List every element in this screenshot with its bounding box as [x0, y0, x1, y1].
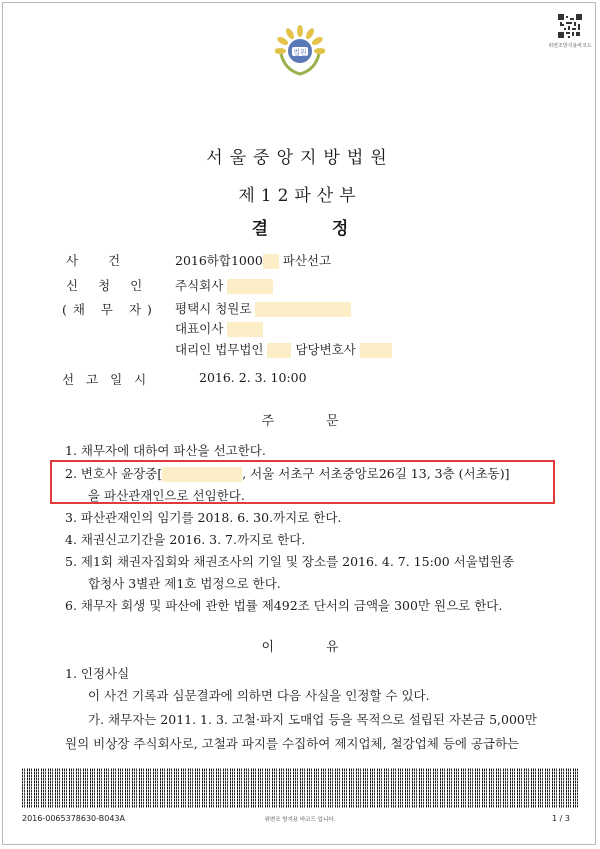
order-item-1: 1. 채무자에 대하여 파산을 선고한다. — [65, 443, 266, 458]
order-item-2-continued: 을 파산관재인으로 선임한다. — [88, 488, 245, 503]
emblem-text: 법원 — [293, 48, 307, 57]
redaction — [263, 254, 279, 269]
court-name: 서울중앙지방법원 — [206, 148, 394, 168]
case-suffix: 파산선고 — [282, 253, 332, 268]
document-number: 2016-0065378630-B043A — [22, 814, 125, 823]
order-item-5-continued: 합청사 3별관 제1호 법정으로 한다. — [88, 576, 281, 591]
division-name: 제12파산부 — [238, 186, 362, 206]
case-number-line — [175, 251, 331, 269]
lawyer-label: 담당변호사 — [295, 342, 356, 357]
redaction — [360, 343, 392, 358]
applicant-ceo — [175, 319, 263, 337]
order-title-part-2: 문 — [326, 414, 339, 429]
highlight-box — [50, 460, 555, 504]
applicant-company — [175, 276, 273, 294]
anti-forgery-barcode — [22, 768, 578, 808]
redaction — [267, 343, 291, 358]
reason-title-part-2: 유 — [326, 640, 339, 655]
page-number: 1 / 3 — [552, 814, 570, 823]
order-item-2-start: 2. 변호사 윤장중[ — [65, 466, 163, 481]
decision-title — [0, 214, 600, 239]
agent-prefix: 대리인 법무법인 — [175, 342, 264, 357]
order-title-part-1: 주 — [261, 414, 274, 429]
order-item-5: 5. 제1회 채권자집회와 채권조사의 기일 및 장소를 2016. 4. 7. 15:00 서울법원종 — [65, 554, 515, 569]
applicant-agent — [175, 340, 392, 358]
debtor-label: (채 무 자) — [62, 302, 158, 317]
company-prefix: 주식회사 — [175, 278, 224, 293]
reason-line-1: 이 사건 기록과 심문결과에 의하면 다음 사실을 인정할 수 있다. — [88, 688, 430, 703]
order-item-4: 4. 채권신고기간을 2016. 3. 7.까지로 한다. — [65, 532, 306, 547]
reason-line-3: 원의 비상장 주식회사로, 고철과 파지를 수집하여 제지업체, 철강업체 등에 공급하는 — [65, 736, 520, 751]
order-title — [0, 410, 600, 429]
date-value: 2016. 2. 3. 10:00 — [199, 370, 307, 385]
decision-title-part-1: 결 — [251, 219, 269, 239]
reason-title — [0, 636, 600, 655]
order-item-6: 6. 채무자 회생 및 파산에 관한 법률 제492조 단서의 금액을 300만 원으로 한다. — [65, 598, 503, 613]
date-label: 선 고 일 시 — [62, 372, 151, 387]
reason-subtitle: 1. 인정사실 — [65, 666, 130, 681]
redaction — [255, 302, 351, 317]
court-emblem-icon — [275, 24, 325, 78]
address-prefix: 평택시 청원로 — [175, 301, 252, 316]
applicant-label: 신 청 인 — [66, 278, 151, 293]
decision-title-part-2: 정 — [331, 219, 349, 239]
qr-code-icon — [558, 14, 582, 38]
case-number: 2016하합1000 — [175, 253, 263, 268]
case-label: 사 건 — [66, 253, 134, 268]
reason-title-part-1: 이 — [261, 640, 274, 655]
applicant-address — [175, 299, 351, 317]
redaction — [227, 279, 273, 294]
order-item-3: 3. 파산관재인의 임기를 2018. 6. 30.까지로 한다. — [65, 510, 342, 525]
order-item-2-address: , 서울 서초구 서초중앙로26길 13, 3층 (서초동)] — [242, 466, 510, 481]
redaction — [227, 322, 263, 337]
reason-line-2: 가. 채무자는 2011. 1. 3. 고철·파지 도매업 등을 목적으로 설립된 자본금 5,000만 — [88, 712, 537, 727]
qr-code-label: 위변조방지용바코드 — [548, 43, 592, 49]
ceo-prefix: 대표이사 — [175, 321, 224, 336]
barcode-notice: 위변조 방지용 바코드 입니다. — [264, 817, 336, 823]
